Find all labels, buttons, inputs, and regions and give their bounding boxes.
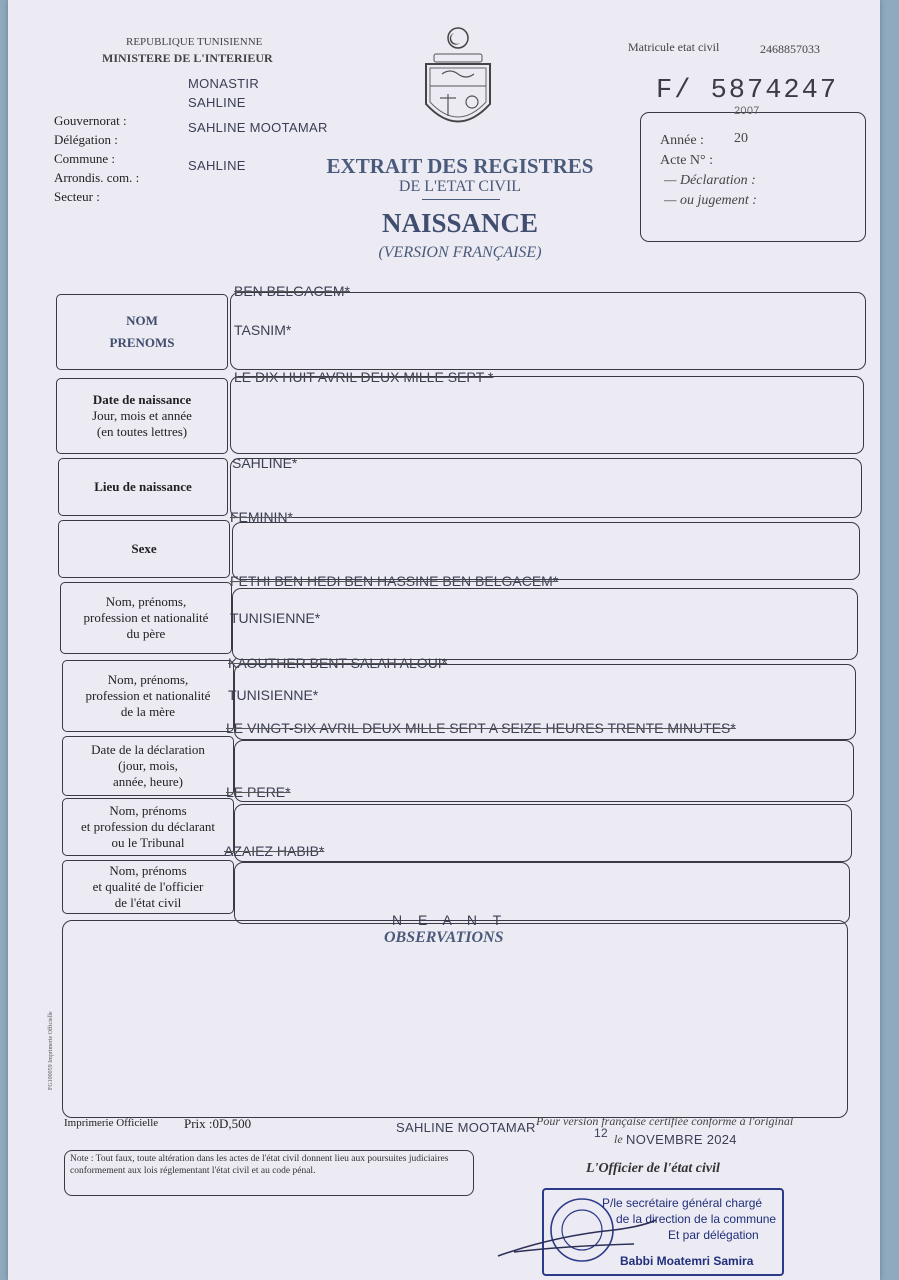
lieu-value: SAHLINE*: [232, 455, 298, 471]
side-print-code: FG100059 Imprimerie Officielle: [48, 1011, 54, 1090]
imprimerie-label: Imprimerie Officielle: [64, 1117, 159, 1129]
declaration-label: — Déclaration :: [664, 173, 756, 188]
prenoms-value: TASNIM*: [234, 322, 292, 338]
birth-certificate-document: [8, 0, 880, 1280]
officier-label-line1: Nom, prénoms: [109, 863, 187, 878]
stamp-name: Babbi Moatemri Samira: [620, 1254, 754, 1268]
pere-label-cell: [60, 582, 232, 654]
lieu-label: Lieu de naissance: [94, 479, 192, 494]
annee-label: Année :: [660, 133, 704, 148]
prenoms-label: PRENOMS: [109, 335, 175, 350]
gouvernorat-value: MONASTIR: [188, 76, 260, 91]
officier-signature-label: L'Officier de l'état civil: [586, 1161, 720, 1176]
commune-label: Commune :: [54, 151, 116, 166]
date-le-label: le: [614, 1132, 623, 1146]
sexe-label-cell: [58, 520, 230, 578]
declaration-label-line2: (jour, mois,: [118, 758, 178, 773]
sexe-value: FEMININ*: [230, 509, 293, 525]
sexe-value-box: [232, 522, 860, 580]
prix-label: Prix :0D,500: [184, 1116, 252, 1131]
nom-prenoms-value-box: [230, 292, 866, 370]
republic-label: REPUBLIQUE TUNISIENNE: [126, 36, 263, 48]
declaration-value: LE VINGT-SIX AVRIL DEUX MILLE SEPT A SEIZE HEURES TRENTE MINUTES*: [226, 720, 736, 736]
pere-label-line1: Nom, prénoms,: [105, 594, 187, 609]
declaration-value-box: [234, 740, 854, 802]
signature-mark: [494, 1216, 664, 1262]
officier-value-box: [234, 862, 850, 924]
officier-label-line2: et qualité de l'officier: [92, 879, 204, 894]
mere-label-line1: Nom, prénoms,: [107, 672, 189, 687]
gouvernorat-label: Gouvernorat :: [54, 113, 127, 128]
mere-value-name: KAOUTHER BENT SALAH ALOUI*: [228, 655, 448, 671]
date-naissance-value-box: [230, 376, 864, 454]
declaration-label-line3: année, heure): [112, 774, 183, 789]
date-naissance-value: LE DIX HUIT AVRIL DEUX MILLE SEPT *: [234, 369, 494, 385]
nom-prenoms-label-cell: [56, 294, 228, 370]
stamp-line1: P/le secrétaire général chargé: [602, 1196, 763, 1210]
title-line2: DE L'ETAT CIVIL: [398, 178, 522, 195]
mere-value-nationality: TUNISIENNE*: [228, 687, 319, 703]
delegation-label: Délégation :: [54, 132, 118, 147]
nom-value: BEN BELGACEM*: [234, 283, 350, 299]
title-divider: [422, 199, 500, 200]
version-label: (VERSION FRANÇAISE): [378, 244, 542, 261]
observations-label: OBSERVATIONS: [384, 929, 504, 946]
stamp-line3: Et par délégation: [668, 1228, 759, 1242]
pere-value-box: [232, 588, 858, 660]
delegation-value: SAHLINE: [188, 95, 246, 110]
date-naissance-sub2: (en toutes lettres): [96, 424, 188, 439]
matricule-value: 2468857033: [760, 42, 820, 56]
mere-label-line2: profession et nationalité: [85, 688, 211, 703]
pere-value-nationality: TUNISIENNE*: [230, 610, 321, 626]
nom-label: NOM: [126, 313, 158, 328]
officier-label-line3: de l'état civil: [114, 895, 182, 910]
annee-value: 20: [734, 131, 748, 146]
date-naissance-sub: Jour, mois et année: [92, 408, 192, 423]
place-value: SAHLINE MOOTAMAR: [396, 1120, 536, 1135]
header-labels: [54, 111, 139, 206]
date-naissance-label: Date de naissance: [92, 392, 192, 407]
lieu-value-box: [230, 458, 862, 518]
year-handwritten: 2007: [734, 105, 760, 117]
declarant-label-line2: et profession du déclarant: [81, 819, 215, 834]
officier-label-cell: [62, 860, 234, 914]
officier-value: AZAIEZ HABIB*: [224, 843, 325, 859]
date-month-year: NOVEMBRE 2024: [626, 1132, 737, 1147]
serial-number: F/ 5874247: [656, 76, 839, 106]
arrondissement-value: SAHLINE: [188, 158, 246, 173]
stamp-line2: de la direction de la commune: [616, 1212, 777, 1226]
pere-value-name: FETHI BEN HEDI BEN HASSINE BEN BELGACEM*: [230, 573, 559, 589]
secteur-label: Secteur :: [54, 189, 100, 204]
note-text: Note : Tout faux, toute altération dans les actes de l'état civil donnent lieu aux poursuites judiciaires conformement aux lois réglementant l'état civil et au code pénal.: [70, 1154, 449, 1176]
pere-label-line3: du père: [126, 626, 166, 641]
tunisia-emblem-icon: [418, 24, 498, 142]
acte-label: Acte N° :: [660, 153, 714, 168]
declarant-label-line3: ou le Tribunal: [111, 835, 185, 850]
date-day: 12: [594, 1126, 608, 1140]
declaration-label-cell: [62, 736, 234, 796]
commune-value: SAHLINE MOOTAMAR: [188, 120, 328, 135]
declarant-label-line1: Nom, prénoms: [109, 803, 187, 818]
lieu-label-cell: [58, 458, 228, 516]
neant-value: N E A N T: [392, 912, 508, 928]
declaration-label-line1: Date de la déclaration: [91, 742, 205, 757]
date-naissance-label-cell: [56, 378, 228, 454]
sexe-label: Sexe: [131, 541, 157, 556]
declarant-value-box: [234, 804, 852, 862]
document-type: NAISSANCE: [381, 208, 539, 238]
matricule-label: Matricule etat civil: [628, 40, 720, 54]
jugement-label: — ou jugement :: [664, 193, 757, 208]
pere-label-line2: profession et nationalité: [83, 610, 209, 625]
mere-label-cell: [62, 660, 234, 732]
arrondissement-label: Arrondis. com. :: [54, 170, 140, 185]
mere-label-line3: de la mère: [120, 704, 176, 719]
declarant-value: LE PERE*: [226, 784, 291, 800]
title-line1: EXTRAIT DES REGISTRES: [326, 154, 594, 178]
observations-box: [62, 920, 848, 1118]
certified-label: Pour version française certifiée conforme à l'original: [536, 1114, 794, 1128]
declarant-label-cell: [62, 798, 234, 856]
ministry-label: MINISTERE DE L'INTERIEUR: [102, 51, 273, 65]
